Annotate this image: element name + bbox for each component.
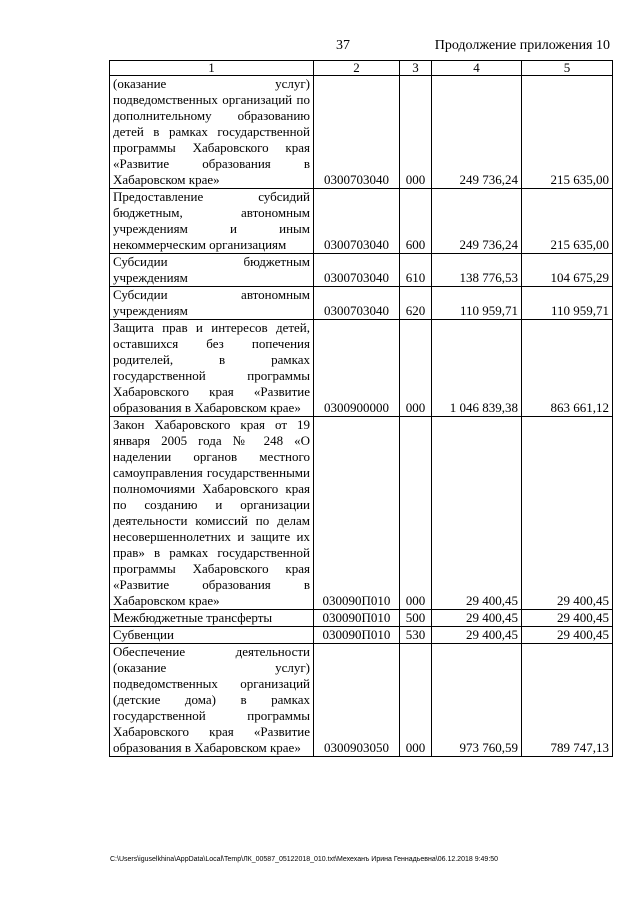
expense-type: 000: [400, 320, 432, 417]
column-header: 5: [522, 61, 613, 76]
item-name: Субсидии бюджетным учреждениям: [110, 254, 314, 287]
target-code: 0300903050: [314, 644, 400, 757]
amount-2: 789 747,13: [522, 644, 613, 757]
target-code: 030090П010: [314, 610, 400, 627]
item-name: Обеспечение деятельности (оказание услуг) подведомственных организаций (детские дома) в рамках государственной программы Хабаровского края «Развитие образования в Хабаровском крае»: [110, 644, 314, 757]
table-row: [110, 287, 613, 320]
amount-1: 29 400,45: [432, 627, 522, 644]
expense-type: 600: [400, 189, 432, 254]
item-name: Субсидии автономным учреждениям: [110, 287, 314, 320]
target-code: 0300703040: [314, 254, 400, 287]
expense-type: 530: [400, 627, 432, 644]
item-name: (оказание услуг) подведомственных организаций по дополнительному образованию детей в рамках государственной программы Хабаровского края «Развитие образования в Хабаровском крае»: [110, 76, 314, 189]
target-code: 0300900000: [314, 320, 400, 417]
amount-2: 29 400,45: [522, 627, 613, 644]
table-row: [110, 417, 613, 610]
table-header-row: [110, 61, 613, 76]
amount-2: 29 400,45: [522, 417, 613, 610]
table-row: [110, 189, 613, 254]
appendix-note: Продолжение приложения 10: [434, 38, 610, 53]
column-header: 3: [400, 61, 432, 76]
table-row: [110, 610, 613, 627]
page-number: 37: [336, 38, 350, 53]
amount-2: 863 661,12: [522, 320, 613, 417]
expense-type: 610: [400, 254, 432, 287]
file-path-footer: C:\Users\iguselkhina\AppData\Local\Temp\ЛК_00587_05122018_010.txt\Мехеханъ Ирина Геннадьевна\06.12.2018 9:49:50: [110, 856, 499, 863]
amount-2: 29 400,45: [522, 610, 613, 627]
amount-1: 138 776,53: [432, 254, 522, 287]
expense-type: 620: [400, 287, 432, 320]
expense-type: 000: [400, 644, 432, 757]
amount-1: 973 760,59: [432, 644, 522, 757]
amount-2: 110 959,71: [522, 287, 613, 320]
table-row: [110, 627, 613, 644]
amount-2: 104 675,29: [522, 254, 613, 287]
amount-1: 29 400,45: [432, 417, 522, 610]
expense-type: 000: [400, 76, 432, 189]
item-name: Закон Хабаровского края от 19 января 2005 года № 248 «О наделении органов местного самоуправления государственными полномочиями Хабаровского края по созданию и организации деятельности комиссий по делам несовершеннолетних и защите их прав» в рамках государственной программы Хабаровского края «Развитие образования в Хабаровском крае»: [110, 417, 314, 610]
amount-1: 29 400,45: [432, 610, 522, 627]
budget-table: [109, 60, 613, 757]
column-header: 2: [314, 61, 400, 76]
item-name: Предоставление субсидий бюджетным, автономным учреждениям и иным некоммерческим организациям: [110, 189, 314, 254]
target-code: 0300703040: [314, 76, 400, 189]
table-row: [110, 76, 613, 189]
column-header: 1: [110, 61, 314, 76]
expense-type: 500: [400, 610, 432, 627]
target-code: 0300703040: [314, 189, 400, 254]
target-code: 030090П010: [314, 627, 400, 644]
table-row: [110, 320, 613, 417]
item-name: Субвенции: [110, 627, 314, 644]
column-header: 4: [432, 61, 522, 76]
amount-1: 1 046 839,38: [432, 320, 522, 417]
amount-1: 110 959,71: [432, 287, 522, 320]
item-name: Межбюджетные трансферты: [110, 610, 314, 627]
target-code: 030090П010: [314, 417, 400, 610]
amount-1: 249 736,24: [432, 189, 522, 254]
table-row: [110, 644, 613, 757]
table-row: [110, 254, 613, 287]
expense-type: 000: [400, 417, 432, 610]
amount-2: 215 635,00: [522, 76, 613, 189]
target-code: 0300703040: [314, 287, 400, 320]
amount-1: 249 736,24: [432, 76, 522, 189]
item-name: Защита прав и интересов детей, оставшихся без попечения родителей, в рамках государственной программы Хабаровского края «Развитие образования в Хабаровском крае»: [110, 320, 314, 417]
amount-2: 215 635,00: [522, 189, 613, 254]
